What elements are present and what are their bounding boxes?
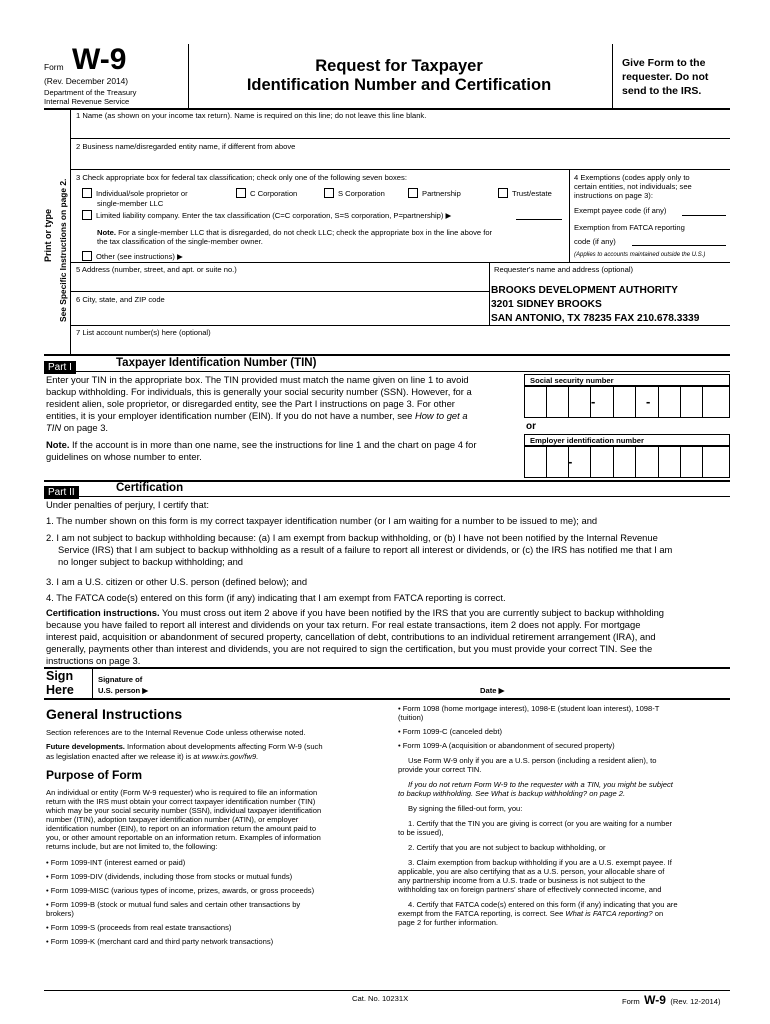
llc-option [82, 210, 451, 220]
backup-warning-line2: to backup withholding. See What is backup withholding? on page 2. [398, 789, 626, 798]
other-checkbox[interactable] [82, 251, 92, 261]
form-word: Form [44, 62, 64, 72]
cert-item-1: 1. The number shown on this form is my correct taxpayer identification number (or I am waiting for a number to be issued to me); and [46, 515, 598, 526]
certify-4-line3: page 2 for further information. [398, 918, 499, 927]
us-person-label: U.S. person ▶ [98, 686, 149, 695]
exempt-payee-field[interactable] [682, 215, 726, 216]
llc-label: Limited liability company. Enter the tax classification (C=C corporation, S=S corporation, P=partnership) ▶ [96, 211, 452, 220]
list-item: • Form 1099-K (merchant card and third party network transactions) [46, 937, 273, 946]
general-instructions-title: General Instructions [46, 706, 183, 722]
part1-para-line2: backup withholding. For individuals, this is generally your social security number (SSN). However, for a [46, 386, 472, 397]
certify-3-line2: applicable, you are also certifying that as a U.S. person, your allocable share of [398, 867, 665, 876]
part1-para-line4-text: entities, it is your employer identification number (EIN). If you do not have a number, see [46, 410, 415, 421]
trust-estate-checkbox[interactable] [498, 188, 508, 198]
give-form-line2: requester. Do not [622, 71, 709, 83]
here-label: Here [46, 683, 74, 697]
future-developments-text: Information about developments affecting Form W-9 (such [124, 742, 323, 751]
certify-3-line4: withholding tax on foreign partners' share of effectively connected income, and [398, 885, 662, 894]
certify-1-line2: to be issued), [398, 828, 444, 837]
ssn-dash-1: - [591, 394, 596, 409]
use-form-line1: Use Form W-9 only if you are a U.S. person (including a resident alien), to [408, 756, 657, 765]
list-item: • Form 1099-S (proceeds from real estate transactions) [46, 923, 231, 932]
line2-label: 2 Business name/disregarded entity name, if different from above [76, 142, 296, 151]
list-item: • Form 1098 (home mortgage interest), 1098-E (student loan interest), 1098-T [398, 704, 659, 713]
requester-street: 3201 SIDNEY BROOKS [491, 299, 602, 310]
part1-note-text: If the account is in more than one name, see the instructions for line 1 and the chart on page 4 for [69, 439, 477, 450]
footer-revision: (Rev. 12-2014) [670, 997, 721, 1006]
cert-instructions-line4: generally, payments other than interest and dividends, you are not required to sign the certification, but you must provide your correct TIN. See the [46, 643, 653, 654]
ein-dash: - [568, 454, 573, 469]
list-item: • Form 1099-A (acquisition or abandonment of secured property) [398, 741, 615, 750]
list-item: • Form 1099-B (stock or mutual fund sales and certain other transactions by [46, 900, 300, 909]
part2-header [44, 482, 79, 500]
footer-form-id [622, 991, 720, 1009]
c-corporation-label: C Corporation [250, 189, 298, 198]
cert-instructions-line3: interest paid, acquisition or abandonment of secured property, cancellation of debt, contributions to an individual retirement arrangement (IRA), and [46, 631, 656, 642]
requester-label: Requester's name and address (optional) [494, 265, 634, 274]
print-or-type-label: Print or type [43, 208, 53, 262]
section-references: Section references are to the Internal Revenue Code unless otherwise noted. [46, 728, 306, 737]
other-option [82, 251, 183, 261]
irs-text: Internal Revenue Service [44, 97, 130, 106]
part1-para-line3: resident alien, sole proprietor, or disregarded entity, see the Part I instructions on page 3. For other [46, 398, 455, 409]
list-item: • Form 1099-DIV (dividends, including those from stocks or mutual funds) [46, 872, 292, 881]
line3-label: 3 Check appropriate box for federal tax classification; check only one of the following seven boxes: [76, 173, 407, 182]
form-title-line2: Identification Number and Certification [246, 76, 552, 94]
cert-instructions-label: Certification instructions. [46, 607, 160, 618]
certify-2: 2. Certify that you are not subject to backup withholding, or [408, 843, 606, 852]
part2-label: Part II [44, 486, 79, 499]
line1-label: 1 Name (as shown on your income tax return). Name is required on this line; do not leave this line blank. [76, 111, 427, 120]
certification-intro: Under penalties of perjury, I certify that: [46, 499, 209, 510]
part1-para-line5-text: on page 3. [61, 422, 109, 433]
ein-field[interactable] [524, 446, 730, 478]
part1-para-line1: Enter your TIN in the appropriate box. The TIN provided must match the name given on line 1 to avoid [46, 374, 469, 385]
note-label: Note. [97, 228, 116, 237]
exemptions-line1: 4 Exemptions (codes apply only to [574, 173, 690, 182]
purpose-line3: which may be your social security number (SSN), individual taxpayer identification [46, 806, 322, 815]
ssn-dash-2: - [646, 394, 651, 409]
list-item: • Form 1099-MISC (various types of income, prizes, awards, or gross proceeds) [46, 886, 314, 895]
certify-3-line3: any partnership income from a U.S. trade or business is not subject to the [398, 876, 646, 885]
part1-label: Part I [44, 361, 76, 374]
partnership-label: Partnership [422, 189, 461, 198]
city-state-zip-field[interactable] [72, 305, 486, 323]
ein-label: Employer identification number [530, 436, 644, 445]
ein-label-box [524, 434, 730, 446]
cert-item-3: 3. I am a U.S. citizen or other U.S. person (defined below); and [46, 576, 308, 587]
part1-header [44, 357, 76, 375]
date-label: Date ▶ [480, 686, 505, 695]
fatca-label-line2: code (if any) [574, 237, 616, 246]
fatca-code-field[interactable] [632, 245, 726, 246]
cert-instructions-line1 [46, 607, 664, 619]
form-title-line1: Request for Taxpayer [315, 57, 483, 75]
purpose-line5: identification number (EIN), to report on an information return the amount paid to [46, 824, 317, 833]
certify-4-line1: 4. Certify that FATCA code(s) entered on this form (if any) indicating that you are [408, 900, 678, 909]
part1-para-line4 [46, 410, 468, 422]
sign-label: Sign [46, 669, 74, 683]
business-name-field[interactable] [72, 152, 728, 168]
part1-note-line2: guidelines on whose number to enter. [46, 451, 202, 462]
see-specific-instructions-label: See Specific Instructions on page 2. [58, 178, 68, 322]
purpose-line4: number (ITIN), adoption taxpayer identification number (ATIN), or employer [46, 815, 299, 824]
individual-option [82, 188, 188, 198]
note-text-line2: the tax classification of the single-member owner. [97, 237, 263, 246]
account-numbers-field[interactable] [72, 337, 728, 352]
part1-para-line5 [46, 422, 108, 434]
form-number: W-9 [72, 43, 127, 76]
footer-form-number: W-9 [644, 993, 666, 1007]
cert-item-2-line2: Service (IRS) that I am subject to backup withholding as a result of a failure to report all interest or dividends, or (c) the IRS has notified me that I am [58, 544, 673, 555]
c-corp-option [236, 188, 297, 198]
line6-label: 6 City, state, and ZIP code [76, 295, 165, 304]
single-member-llc-label: single-member LLC [97, 199, 164, 208]
fatca-reporting-ref: What is FATCA reporting? [565, 909, 653, 918]
ssn-label-box [524, 374, 730, 386]
cert-item-2-line1: 2. I am not subject to backup withholding because: (a) I am exempt from backup withholding, or (b) I have not been notified by the Internal Revenue [46, 532, 658, 543]
by-signing-text: By signing the filled-out form, you: [408, 804, 523, 813]
purpose-of-form-title: Purpose of Form [46, 768, 143, 782]
individual-option-label: Individual/sole proprietor or [96, 189, 188, 198]
signature-of-label: Signature of [98, 675, 143, 684]
cert-item-4: 4. The FATCA code(s) entered on this form (if any) indicating that I am exempt from FATCA reporting is correct. [46, 592, 506, 603]
footer-form-word: Form [622, 997, 640, 1006]
ssn-label: Social security number [530, 376, 614, 385]
part1-title: Taxpayer Identification Number (TIN) [116, 357, 317, 369]
trust-option [498, 188, 552, 198]
tin-ref: TIN [46, 422, 62, 433]
s-corporation-checkbox[interactable] [324, 188, 334, 198]
cert-item-2-line3: no longer subject to backup withholding; and [58, 556, 244, 567]
note-text-line1: For a single-member LLC that is disregarded, do not check LLC; check the appropriate box in the line above for [115, 228, 493, 237]
future-developments-line2-text: as legislation enacted after we release it) is at [46, 752, 202, 761]
certify-3-line1: 3. Claim exemption from backup withholding if you are a U.S. exempt payee. If [408, 858, 672, 867]
cert-instructions-line5: instructions on page 3. [46, 655, 141, 666]
part1-note-label: Note. [46, 439, 70, 450]
use-form-line2: provide your correct TIN. [398, 765, 482, 774]
part1-note-line1 [46, 439, 476, 451]
requester-name: BROOKS DEVELOPMENT AUTHORITY [491, 285, 678, 296]
future-developments-label: Future developments. [46, 742, 125, 751]
cert-instructions-line2: because you have failed to report all interest and dividends on your tax return. For real estate transactions, item 2 does not apply. For mortgage [46, 619, 641, 630]
partnership-checkbox[interactable] [408, 188, 418, 198]
certify-4-line2-text: exempt from the FATCA reporting, is correct. See [398, 909, 566, 918]
fatca-label-line1: Exemption from FATCA reporting [574, 223, 685, 232]
address-field[interactable] [72, 275, 486, 290]
partnership-option [408, 188, 461, 198]
part2-title: Certification [116, 482, 184, 494]
date-field[interactable] [514, 670, 728, 696]
list-item: • Form 1099-INT (interest earned or paid) [46, 858, 185, 867]
revision-date: (Rev. December 2014) [44, 76, 129, 86]
list-item-continued: brokers) [46, 909, 74, 918]
irs-fw9-link[interactable]: www.irs.gov/fw9. [201, 752, 259, 761]
llc-checkbox[interactable] [82, 210, 92, 220]
or-label: or [526, 421, 536, 432]
purpose-line7: returns include, but are not limited to, the following: [46, 842, 218, 851]
catalog-number: Cat. No. 10231X [352, 994, 409, 1003]
other-label: Other (see instructions) ▶ [96, 252, 183, 261]
give-form-line1: Give Form to the [622, 57, 706, 69]
future-developments-line1 [46, 742, 323, 751]
future-developments-line2 [46, 752, 258, 761]
requester-city-fax: SAN ANTONIO, TX 78235 FAX 210.678.3339 [491, 313, 700, 324]
signature-field[interactable] [160, 670, 470, 696]
purpose-line1: An individual or entity (Form W-9 requester) who is required to file an information [46, 788, 318, 797]
s-corporation-label: S Corporation [338, 189, 385, 198]
llc-classification-field[interactable] [516, 219, 562, 220]
backup-warning-line1: If you do not return Form W-9 to the requester with a TIN, you might be subject [408, 780, 673, 789]
certify-1-line1: 1. Certify that the TIN you are giving is correct (or you are waiting for a number [408, 819, 673, 828]
exemptions-line3: instructions on page 3): [574, 191, 653, 200]
line7-label: 7 List account number(s) here (optional) [76, 328, 211, 337]
applies-note: (Applies to accounts maintained outside the U.S.) [574, 252, 706, 258]
c-corporation-checkbox[interactable] [236, 188, 246, 198]
trust-estate-label: Trust/estate [512, 189, 552, 198]
how-to-get-tin-ref: How to get a [414, 410, 468, 421]
line5-label: 5 Address (number, street, and apt. or suite no.) [76, 265, 237, 274]
llc-note [97, 228, 567, 237]
give-form-line3: send to the IRS. [622, 85, 702, 97]
certify-4-line2-end: on [652, 909, 664, 918]
purpose-line2: return with the IRS must obtain your correct taxpayer identification number (TIN) [46, 797, 316, 806]
cert-instructions-text: You must cross out item 2 above if you have been notified by the IRS that you are currently subject to backup withholding [159, 607, 665, 618]
s-corp-option [324, 188, 385, 198]
individual-checkbox[interactable] [82, 188, 92, 198]
exemptions-line2: certain entities, not individuals; see [574, 182, 692, 191]
ssn-field[interactable] [524, 386, 730, 418]
certify-4-line2 [398, 909, 663, 918]
name-field[interactable] [72, 121, 728, 137]
department-text: Department of the Treasury [44, 88, 137, 97]
list-item-continued: (tuition) [398, 713, 424, 722]
list-item: • Form 1099-C (canceled debt) [398, 727, 502, 736]
exempt-payee-label: Exempt payee code (if any) [574, 206, 667, 215]
purpose-line6: you, or other amount reportable on an information return. Examples of information [46, 833, 321, 842]
